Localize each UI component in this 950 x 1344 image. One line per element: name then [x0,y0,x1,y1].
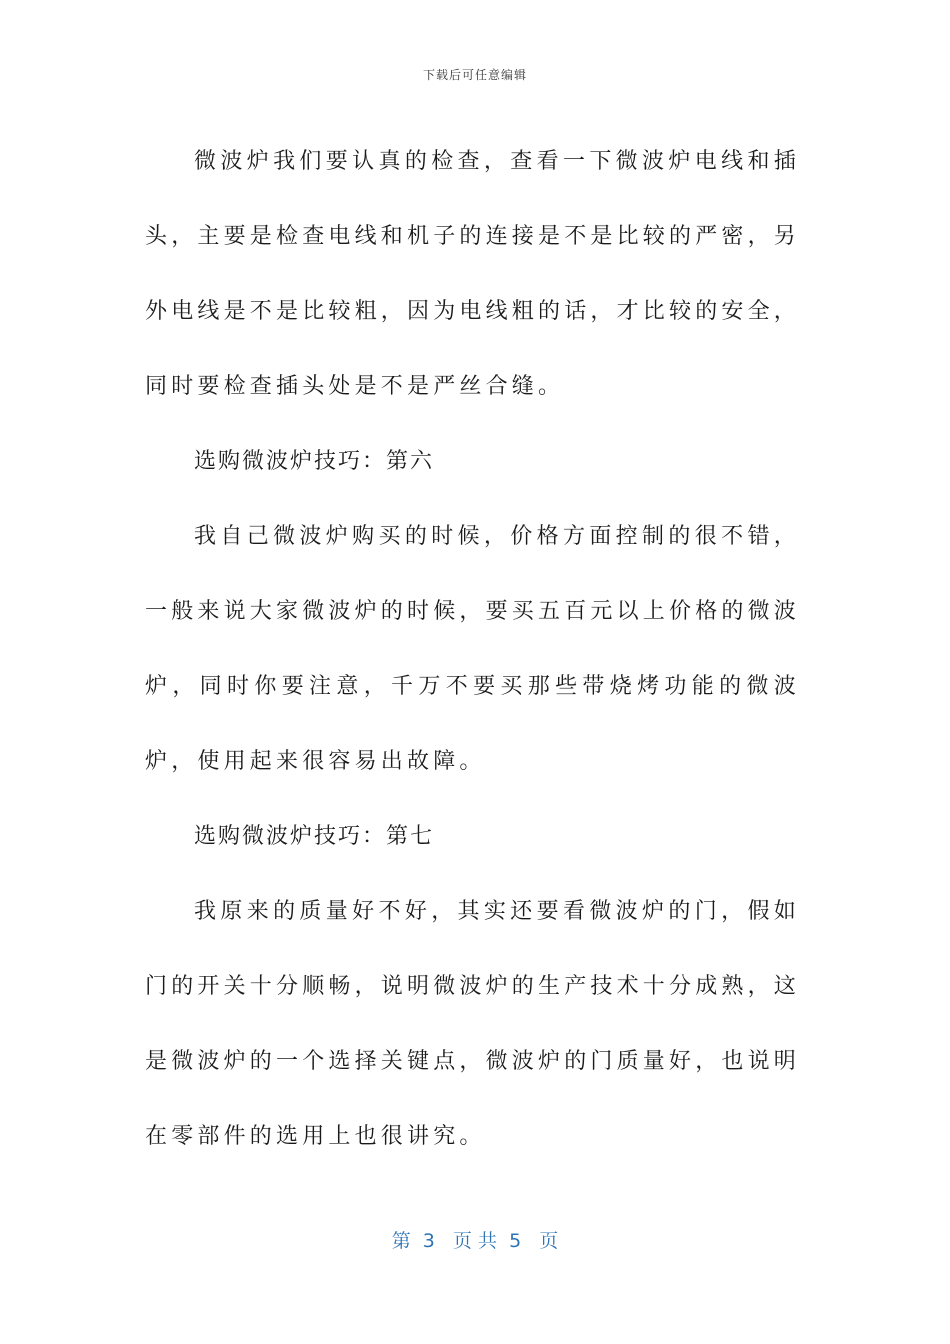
section-heading-tip-7: 选购微波炉技巧：第七 [194,824,435,849]
document-body [145,124,800,1174]
page-number-footer: 第 3 页 共 5 页 [391,1230,559,1252]
paragraph-door-quality: 我原来的质量好不好，其实还要看微波炉的门，假如门的开关十分顺畅，说明微波炉的生产技术十分成熟，这是微波炉的一个选择关键点，微波炉的门质量好，也说明在零部件的选用上也很讲究。 [145,899,801,1149]
paragraph-inspect-cord: 微波炉我们要认真的检查，查看一下微波炉电线和插头，主要是检查电线和机子的连接是不是比较的严密，另外电线是不是比较粗，因为电线粗的话，才比较的安全，同时要检查插头处是不是严丝合缝。 [145,149,801,399]
page-header-note: 下载后可任意编辑 [422,68,527,82]
paragraph-price: 我自己微波炉购买的时候，价格方面控制的很不错，一般来说大家微波炉的时候，要买五百元以上价格的微波炉，同时你要注意，千万不要买那些带烧烤功能的微波炉，使用起来很容易出故障。 [145,524,801,774]
section-heading-tip-6: 选购微波炉技巧：第六 [194,449,435,474]
